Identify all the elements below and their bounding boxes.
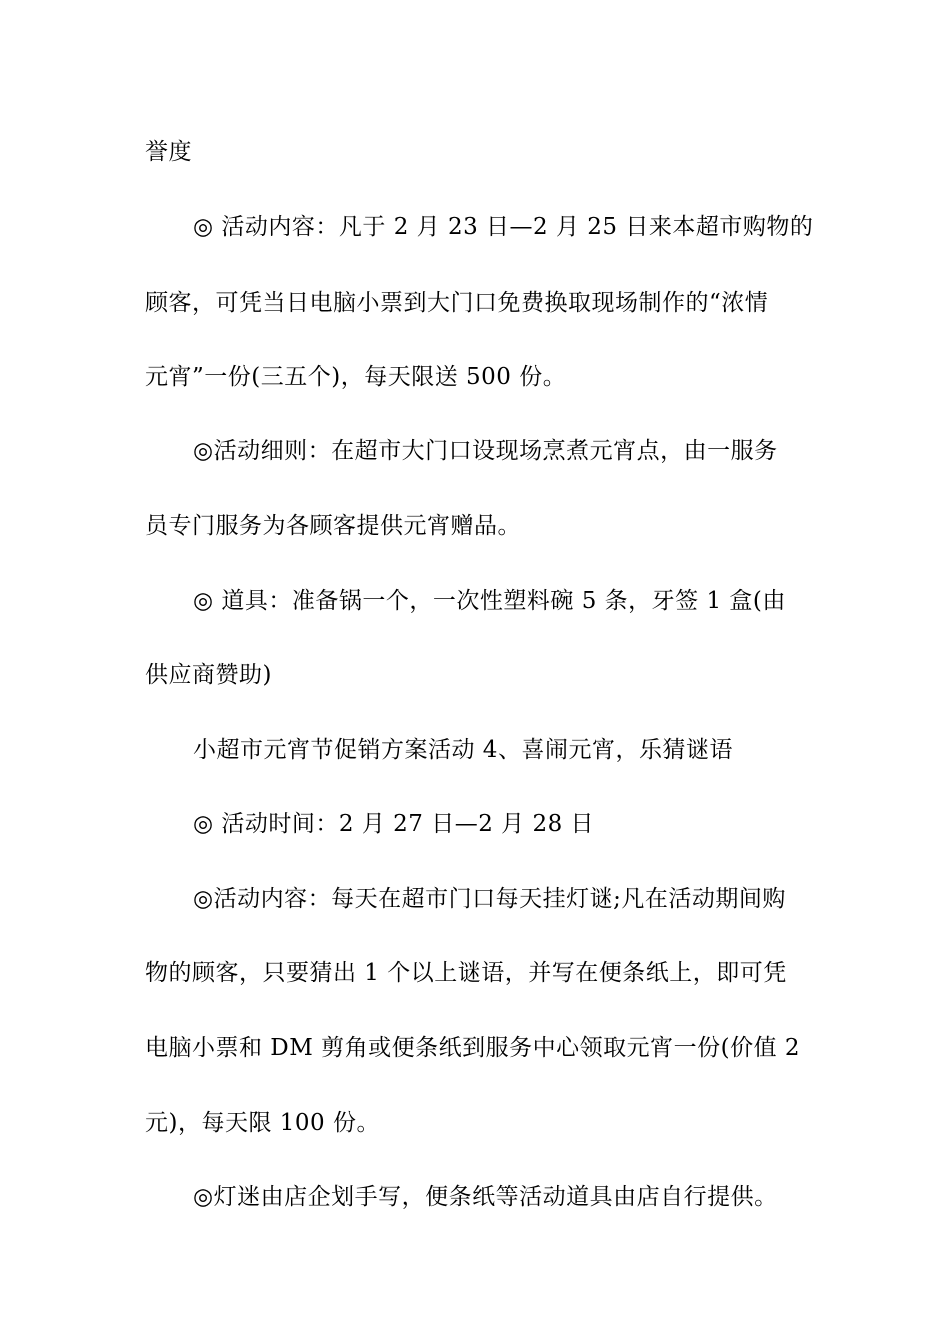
text-line-14: 元)，每天限 100 份。 <box>145 1110 380 1136</box>
text-line-15: ◎灯迷由店企划手写，便条纸等活动道具由店自行提供。 <box>193 1184 778 1210</box>
text-line-13: 电脑小票和 DM 剪角或便条纸到服务中心领取元宵一份(价值 2 <box>145 1035 801 1061</box>
text-line-3: 顾客，可凭当日电脑小票到大门口免费换取现场制作的“浓情 <box>145 290 769 316</box>
text-line-12: 物的顾客，只要猜出 1 个以上谜语，并写在便条纸上，即可凭 <box>145 960 787 986</box>
text-line-4: 元宵”一份(三五个)，每天限送 500 份。 <box>145 364 567 390</box>
text-line-8: 供应商赞助) <box>145 662 272 688</box>
text-line-6: 员专门服务为各顾客提供元宵赠品。 <box>145 513 521 539</box>
text-line-7: ◎ 道具：准备锅一个，一次性塑料碗 5 条，牙签 1 盒(由 <box>193 588 786 614</box>
text-line-9: 小超市元宵节促销方案活动 4、喜闹元宵，乐猜谜语 <box>193 737 733 763</box>
text-line-2: ◎ 活动内容：凡于 2 月 23 日—2 月 25 日来本超市购物的 <box>193 214 814 240</box>
text-line-11: ◎活动内容：每天在超市门口每天挂灯谜;凡在活动期间购 <box>193 886 786 912</box>
text-line-1: 誉度 <box>145 139 192 165</box>
text-line-10: ◎ 活动时间：2 月 27 日—2 月 28 日 <box>193 811 595 837</box>
text-line-5: ◎活动细则：在超市大门口设现场烹煮元宵点，由一服务 <box>193 438 778 464</box>
